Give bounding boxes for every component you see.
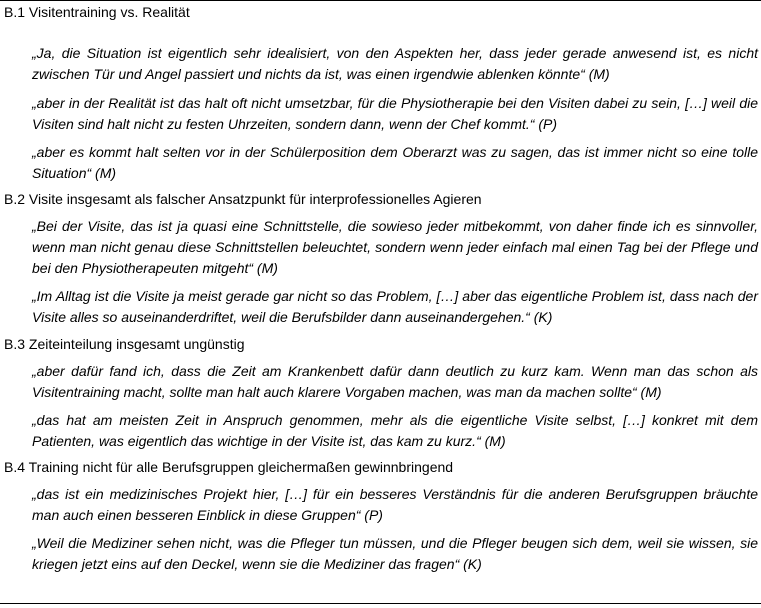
quote-b3-1: „aber dafür fand ich, dass die Zeit am Krankenbett dafür dann deutlich zu kurz kam. Wenn man das schon als Visitentraining macht, sollte man halt auch klarere Vorgaben machen, was man da machen sollte“ (M) [32, 363, 758, 400]
top-rule [0, 0, 761, 1]
bottom-rule [0, 603, 761, 604]
quote-b4-2: „Weil die Mediziner sehen nicht, was die Pfleger tun müssen, und die Pfleger beugen sich dem, weil sie wissen, sie kriegen jetzt eins auf den Deckel, wenn sie die Mediziner das fragen“ (K) [32, 535, 758, 572]
section-title-b2: B.2 Visite insgesamt als falscher Ansatzpunkt für interprofessionelles Agieren [4, 191, 482, 207]
quote-b1-1: „Ja, die Situation ist eigentlich sehr idealisiert, von den Aspekten her, dass jeder gerade anwesend ist, es nicht zwischen Tür und Angel passiert und nichts da ist, was einen irgendwie ablenken könnte“ (M) [32, 45, 758, 82]
section-title-b3: B.3 Zeiteinteilung insgesamt ungünstig [4, 336, 245, 352]
quote-b1-2: „aber in der Realität ist das halt oft nicht umsetzbar, für die Physiotherapie bei den Visiten dabei zu sein, […] weil die Visiten sind halt nicht zu festen Uhrzeiten, sondern dann, wenn der Chef kommt.“ (P) [32, 95, 758, 132]
quote-b4-1: „das ist ein medizinisches Projekt hier, […] für ein besseres Verständnis für die anderen Berufsgruppen bräuchte man auch einen besseren Einblick in diese Gruppen“ (P) [32, 486, 758, 523]
quote-b1-3: „aber es kommt halt selten vor in der Schülerposition dem Oberarzt was zu sagen, das ist immer nicht so eine tolle Situation“ (M) [32, 144, 758, 181]
section-title-b4: B.4 Training nicht für alle Berufsgruppen gleichermaßen gewinnbringend [4, 459, 454, 475]
quote-b2-2: „Im Alltag ist die Visite ja meist gerade gar nicht so das Problem, […] aber das eigentliche Problem ist, dass nach der Visite alles so auseinanderdriftet, weil die Berufsbilder dann auseinandergehen.“ (K) [32, 288, 758, 325]
quote-b2-1: „Bei der Visite, das ist ja quasi eine Schnittstelle, die sowieso jeder mitbekommt, von daher finde ich es sinnvoller, wenn man nicht genau diese Schnittstellen beleuchtet, sondern wenn jeder einfach mal einen Tag bei der Pflege und bei den Physiotherapeuten mitgeht“ (M) [32, 218, 758, 276]
section-title-b1: B.1 Visitentraining vs. Realität [4, 4, 190, 20]
quote-b3-2: „das hat am meisten Zeit in Anspruch genommen, mehr als die eigentliche Visite selbst, […] konkret mit dem Patienten, was eigentlich das wichtige in der Visite ist, das kam zu kurz.“ (M) [32, 412, 758, 449]
